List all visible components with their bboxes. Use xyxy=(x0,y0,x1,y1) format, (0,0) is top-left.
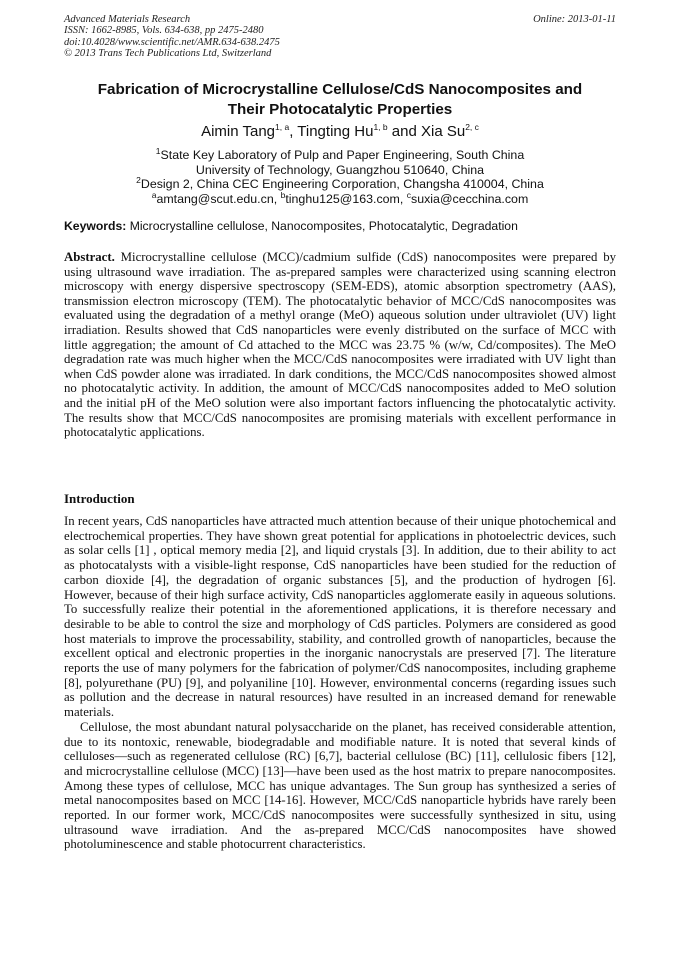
introduction-paragraph-2: Cellulose, the most abundant natural polysaccharide on the planet, has received considerable attention, due to its nontoxic, renewable, biodegradable and modifiable nature. It is noted that several kinds of celluloses—such as regenerated cellulose (RC) [6,7], bacterial cellulose (BC) [11], cellulosic fibers [12], and microcrystalline cellulose (MCC) [13]—have been used as the host matrix to prepare nanocomposites. Among these types of cellulose, MCC has unique advantages. The Sun group has synthesized a series of metal nanocomposites based on MCC [14-16]. However, MCC/CdS nanoparticle hybrids have rarely been reported. In our former work, MCC/CdS nanocomposites were successfully synthesized in situ, using ultrasound wave irradiation. And the as-prepared MCC/CdS nanocomposites have showed photoluminescence and stable photocurrent characteristics. xyxy=(64,719,616,852)
email-a[interactable]: amtang@scut.edu.cn, xyxy=(156,191,281,206)
affiliation-1 xyxy=(64,145,616,163)
author-3-affiliation-mark: 2, c xyxy=(465,122,479,132)
introduction-paragraph-1: In recent years, CdS nanoparticles have attracted much attention because of their unique photochemical and electrochemical properties. They have shown great potential for applications in photoelectric devices, such as solar cells [1] , optical memory media [2], and liquid crystals [3]. In addition, due to their ability to act as photocatalysts with a visible-light response, CdS nanoparticles have been studied for the reduction of carbon dioxide [4], the degradation of organic substances [5], and the production of hydrogen [6]. However, because of their high surface activity, CdS nanoparticles agglomerate easily in aqueous solutions. To successfully realize their potential in the aforementioned applications, it is therefore necessary and desirable to be able to control the size and morphology of CdS particles. Polymers are considered as good host materials to improve the processability, stability, and controlled growth of nanoparticles, because the excellent optical and electronic properties in the inorganic nanocrystals are preserved [7]. The literature reports the use of many polymers for the fabrication of polymer/CdS nanocomposites, including grapheme [8], polyurethane (PU) [9], and polyaniline [10]. However, environmental concerns (regarding issues such as pollution and the decrease in natural resources) have resulted in an increased demand for renewable materials. xyxy=(64,514,616,720)
abstract-text: Microcrystalline cellulose (MCC)/cadmium sulfide (CdS) nanocomposites were prepared by using ultrasound wave irradiation. The as-prepared samples were characterized using scanning electron microscopy with energy dispersive spectroscopy (SEM-EDS), atomic absorption spectrometry (AAS), transmission electron microscopy (TEM). The photocatalytic behavior of MCC/CdS nanocomposites was evaluated using the degradation of a methyl orange (MeO) aqueous solution under ultraviolet (UV) light irradiation. Results showed that CdS nanoparticles were evenly distributed on the surface of MCC with little aggregation; the amount of Cd attached to the MCC was 23.75 % (w/w, Cd/composites). The MeO degradation rate was much higher when the MCC/CdS nanocomposites were irradiated with UV light than when CdS powder alone was irradiated. In dark conditions, the MCC/CdS nanocomposites showed almost no photocatalytic activity. In addition, the amount of MCC/CdS nanocomposites added to MeO solution and the initial pH of the MeO solution were also important factors influencing the photocatalytic activity. The results show that MCC/CdS nanocomposites are promising materials with excellent performance in photocatalytic applications. xyxy=(64,250,616,440)
keywords-label: Keywords: xyxy=(64,219,127,233)
author-list xyxy=(64,122,616,142)
author-separator: , xyxy=(289,123,298,140)
affiliation-1-line-1: State Key Laboratory of Pulp and Paper Engineering, South China xyxy=(160,148,525,162)
affiliation-1-line-2: University of Technology, Guangzhou 510640, China xyxy=(195,162,485,177)
paper-title xyxy=(64,80,616,119)
introduction-heading: Introduction xyxy=(64,491,135,506)
keywords-text: Microcrystalline cellulose, Nanocomposites, Photocatalytic, Degradation xyxy=(126,219,518,233)
email-c[interactable]: suxia@cecchina.com xyxy=(411,191,529,206)
title-line-2: Their Photocatalytic Properties xyxy=(227,100,453,118)
journal-header xyxy=(64,14,616,60)
author-2-affiliation-mark: 1, b xyxy=(373,122,388,132)
doi-line: doi:10.4028/www.scientific.net/AMR.634-638.2475 xyxy=(64,36,280,48)
affiliation-2-mark: 2 xyxy=(136,175,141,186)
email-b[interactable]: tinghu125@163.com, xyxy=(285,191,407,206)
affiliation-2 xyxy=(64,177,616,192)
email-b-mark: b xyxy=(280,189,286,200)
online-date: Online: 2013-01-11 xyxy=(533,14,616,25)
author-separator: and xyxy=(387,123,421,140)
issn-line: ISSN: 1662-8985, Vols. 634-638, pp 2475-2480 xyxy=(64,25,264,37)
email-c-mark: c xyxy=(406,189,412,200)
email-a-mark: a xyxy=(151,189,157,200)
affiliation-2-line-1: Design 2, China CEC Engineering Corporation, Changsha 410004, China xyxy=(140,177,544,192)
author-2: Tingting Hu xyxy=(297,123,374,140)
abstract xyxy=(64,250,616,440)
author-3: Xia Su xyxy=(421,123,466,140)
affiliations xyxy=(64,145,616,206)
introduction-body xyxy=(64,514,616,852)
author-1-affiliation-mark: 1, a xyxy=(275,122,290,132)
copyright-line: © 2013 Trans Tech Publications Ltd, Switzerland xyxy=(64,48,272,60)
journal-name: Advanced Materials Research xyxy=(64,14,191,25)
title-line-1: Fabrication of Microcrystalline Cellulose/CdS Nanocomposites and xyxy=(97,81,583,98)
author-1: Aimin Tang xyxy=(201,123,276,140)
email-line xyxy=(64,189,616,207)
keywords xyxy=(64,219,616,234)
abstract-label: Abstract. xyxy=(64,250,115,264)
affiliation-1-mark: 1 xyxy=(155,145,161,156)
